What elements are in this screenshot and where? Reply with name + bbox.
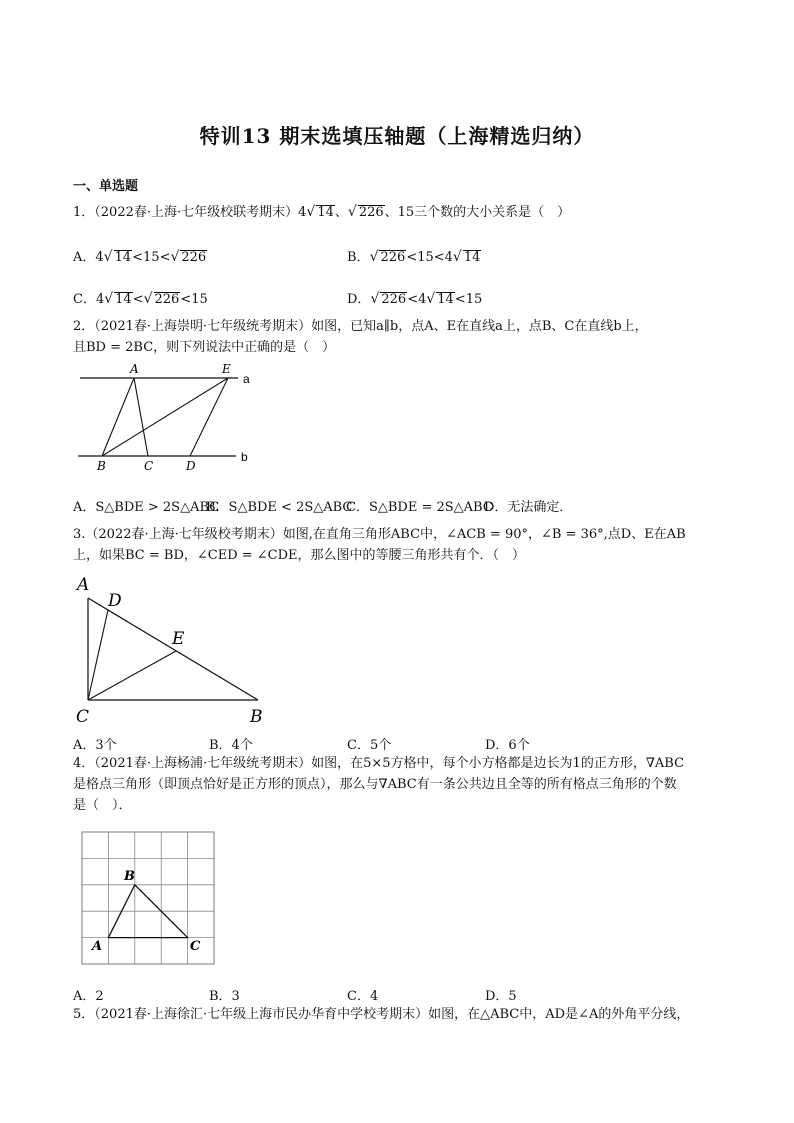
- q3-seg-cd: [88, 610, 108, 700]
- q2-option-d[interactable]: D．无法确定．: [484, 500, 573, 515]
- q3-seg-ce: [88, 651, 176, 700]
- q3-option-d[interactable]: D．6个: [485, 738, 530, 753]
- q4-label-b: B: [124, 869, 135, 884]
- q1-b-label: B．: [347, 250, 370, 265]
- q2-label-d: D: [186, 459, 196, 473]
- q2-label-line-b: b: [241, 450, 248, 464]
- q1-stem-prefix: 1．（2022春·上海·七年级校联考期末）4: [73, 205, 307, 220]
- q1-c-r1: 14: [115, 292, 132, 307]
- q1-a-r1: 14: [114, 250, 132, 265]
- q1-c-label: C．4: [73, 292, 105, 307]
- q4-option-c[interactable]: C．4: [347, 989, 379, 1004]
- q1-d-tail: <15: [454, 292, 483, 307]
- q4-option-a[interactable]: A．2: [73, 989, 104, 1004]
- q1-d-mid: <4: [407, 292, 427, 307]
- q4-label-a: A: [92, 939, 103, 954]
- q1-a-mid: <15<: [132, 250, 171, 265]
- q2-seg-ac: [134, 378, 148, 456]
- q2-stem-line1: 2．（2021春·上海崇明·七年级统考期末）如图，已知a∥b，点A、E在直线a上，点B、C在直线b上，: [73, 319, 648, 334]
- q4-option-d[interactable]: D．5: [485, 989, 517, 1004]
- q1-option-a[interactable]: A．4√ 14<15<√ 226: [73, 249, 207, 265]
- q3-option-b[interactable]: B．4个: [209, 738, 253, 753]
- q3-label-e: E: [172, 629, 185, 649]
- q1-a-r2: 226: [181, 250, 207, 265]
- page-title: 特训13 期末选填压轴题（上海精选归纳）: [199, 124, 595, 148]
- q1-c-r2: 226: [154, 292, 180, 307]
- q3-option-a[interactable]: A．3个: [73, 738, 117, 753]
- q1-option-c[interactable]: C．4√ 14<√ 226<15: [73, 291, 208, 307]
- q1-radicand-14: 14: [317, 205, 334, 220]
- q3-label-a: A: [77, 575, 90, 595]
- q3-option-c[interactable]: C．5个: [347, 738, 392, 753]
- q4-stem-line3: 是（ ）．: [73, 798, 132, 813]
- q2-label-e: E: [222, 362, 231, 376]
- q2-label-b: B: [97, 459, 106, 473]
- q1-option-b[interactable]: B．√ 226<15<4√ 14: [347, 249, 481, 265]
- q4-stem-line1: 4．（2021春·上海杨浦·七年级统考期末）如图，在5×5方格中，每个小方格都是边长为1的正方形，∇ABC: [73, 756, 685, 771]
- q1-b-mid: <15<4: [406, 250, 453, 265]
- q2-stem-line2: 且BD = 2BC，则下列说法中正确的是（ ）: [73, 340, 336, 355]
- q1-stem-suffix: 、15三个数的大小关系是（ ）: [384, 205, 571, 220]
- q2-option-a[interactable]: A．S△BDE > 2S△ABC: [73, 500, 220, 515]
- q2-label-c: C: [144, 459, 154, 473]
- q4-option-b[interactable]: B．3: [209, 989, 240, 1004]
- q1-d-r2: 14: [437, 292, 454, 307]
- q1-b-r2: 14: [463, 250, 481, 265]
- q3-label-d: D: [108, 591, 122, 611]
- q3-label-b: B: [250, 707, 263, 727]
- q1-option-d[interactable]: D．√ 226<4√ 14<15: [347, 291, 483, 307]
- q2-seg-ab: [102, 378, 134, 456]
- section-heading: 一、单选题: [73, 179, 139, 194]
- q1-radicand-226: 226: [358, 205, 384, 220]
- q3-label-c: C: [76, 707, 90, 727]
- q1-separator: 、: [334, 205, 348, 220]
- q3-seg-ab: [88, 598, 258, 700]
- q4-label-c: C: [190, 939, 201, 954]
- q3-stem-line1: 3.（2022春·上海·七年级校考期末）如图,在直角三角形ABC中，∠ACB = 90°，∠B = 36°,点D、E在AB: [73, 527, 686, 542]
- q5-stem-line1: 5．（2021春·上海徐汇·七年级上海市民办华育中学校考期末）如图，在△ABC中，AD是∠A的外角平分线，: [73, 1007, 690, 1022]
- q1-stem: 1．（2022春·上海·七年级校联考期末）4√ 14、√ 226、15三个数的大小关系是（ ）: [73, 204, 571, 220]
- q1-d-r1: 226: [381, 292, 407, 307]
- q1-a-label: A．4: [73, 250, 104, 265]
- q1-b-r1: 226: [380, 250, 406, 265]
- q1-c-mid: <: [132, 292, 144, 307]
- q2-label-line-a: a: [243, 372, 250, 386]
- q2-label-a: A: [130, 362, 139, 376]
- q1-d-label: D．: [347, 292, 371, 307]
- q2-option-c[interactable]: C．S△BDE = 2S△ABC: [346, 500, 493, 515]
- q2-option-b[interactable]: B．S△BDE < 2S△ABC: [206, 500, 353, 515]
- q3-stem-line2: 上，如果BC = BD，∠CED = ∠CDE，那么图中的等腰三角形共有个．（ ）: [73, 548, 526, 563]
- q4-stem-line2: 是格点三角形（即顶点恰好是正方形的顶点），那么与∇ABC有一条公共边且全等的所有格点三角形的个数: [73, 777, 677, 792]
- q1-c-tail: <15: [180, 292, 208, 307]
